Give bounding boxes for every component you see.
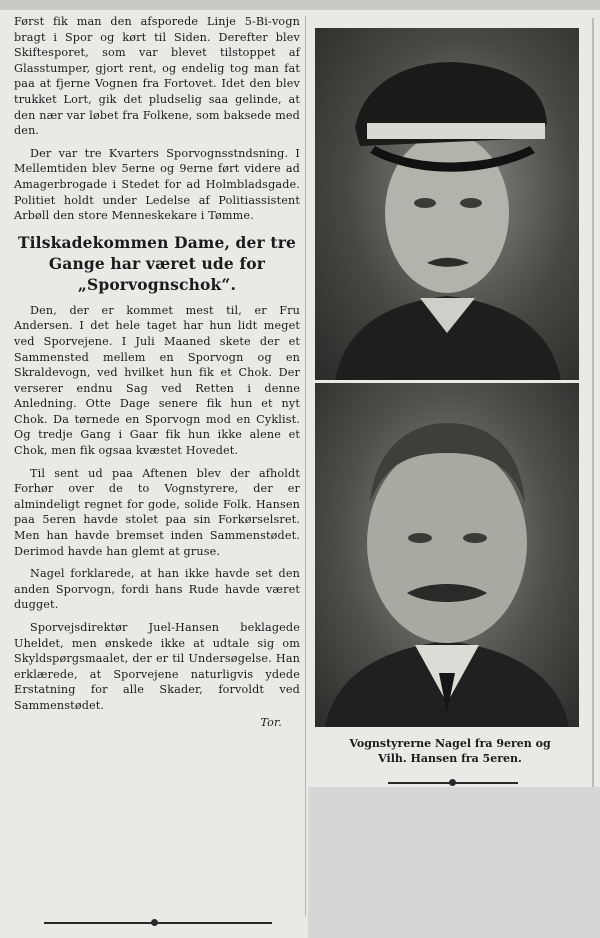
- article-paragraph: Der var tre Kvarters Sporvognsstndsning. I Mellemtiden blev 5erne og 9erne ført videre ad Amagerbrogade i Stedet for ad Holmbladsgade. Politiet holdt under Ledelse af Politiassistent Arbøll den store Menneskekare i Tømme.: [14, 146, 300, 223]
- end-rule: [44, 922, 272, 924]
- photo-caption: [312, 736, 588, 766]
- clipped-top-edge: [0, 0, 600, 10]
- column-separator: [305, 16, 306, 916]
- article-subheading: Tilskadekommen Dame, der tre Gange har været ude for „Sporvognschok“.: [17, 232, 297, 294]
- article-paragraph: Sporvejsdirektør Juel-Hansen beklagede Uheldet, men ønskede ikke at udtale sig om Skyldspørgsmaalet, der er til Undersøgelse. Han erklærede, at Sporvejene naturligvis ydede Erstatning for alle Skader, forvoldt ved Sammenstødet.: [14, 621, 300, 712]
- article-paragraph: Først fik man den afsporede Linje 5-Bi-vogn bragt i Spor og kørt til Siden. Derefter blev Skiftesporet, som var blevet tilstoppet af Glasstumper, gjort rent, og endelig tog man fat paa at fjerne Vognen fra Fortovet. Idet den blev trukket Lort, gik det pludselig saa gelinde, at den nær var løbet fra Folkene, som baksede med den.: [14, 15, 300, 138]
- article-paragraph: Nagel forklarede, at han ikke havde set den anden Sporvogn, fordi hans Rude havde været dugget.: [14, 567, 300, 612]
- article-column: [14, 14, 300, 730]
- photo-driver-hansen: [315, 383, 579, 727]
- end-rule-ornament: [151, 919, 158, 926]
- article-paragraph: Til sent ud paa Aftenen blev der afholdt Forhør over de to Vognstyrere, der er almindeligt regnet for gode, solide Folk. Hansen paa 5eren havde stolet paa sin Forkørselsret. Men han havde bremset inden Sammenstødet. Derimod havde han glemt at gruse.: [14, 466, 300, 558]
- photo-conductor-nagel: [315, 28, 579, 380]
- blank-redacted-area: [308, 787, 600, 938]
- portrait-illustration: [315, 383, 579, 727]
- caption-line: Vognstyrerne Nagel fra 9eren og: [349, 737, 551, 750]
- right-edge-line: [592, 18, 594, 788]
- caption-rule-ornament: [449, 779, 456, 786]
- caption-line: Vilh. Hansen fra 5eren.: [378, 752, 522, 765]
- author-signature: Tor.: [260, 715, 282, 729]
- article-paragraph: Den, der er kommet mest til, er Fru Andersen. I det hele taget har hun lidt meget ved Sporvejene. I Juli Maaned skete der et Sammensted mellem en Sporvogn og en Skraldevogn, ved hvilket hun fik et Chok. Der verserer endnu Sag ved Retten i denne Anledning. Otte Dage senere fik hun et nyt Chok. Da tørnede en Sporvogn mod en Cyklist. Og tredje Gang i Gaar fik hun ikke alene et Chok, men fik ogsaa kvæstet Hovedet.: [14, 303, 300, 458]
- portrait-illustration: [315, 28, 579, 380]
